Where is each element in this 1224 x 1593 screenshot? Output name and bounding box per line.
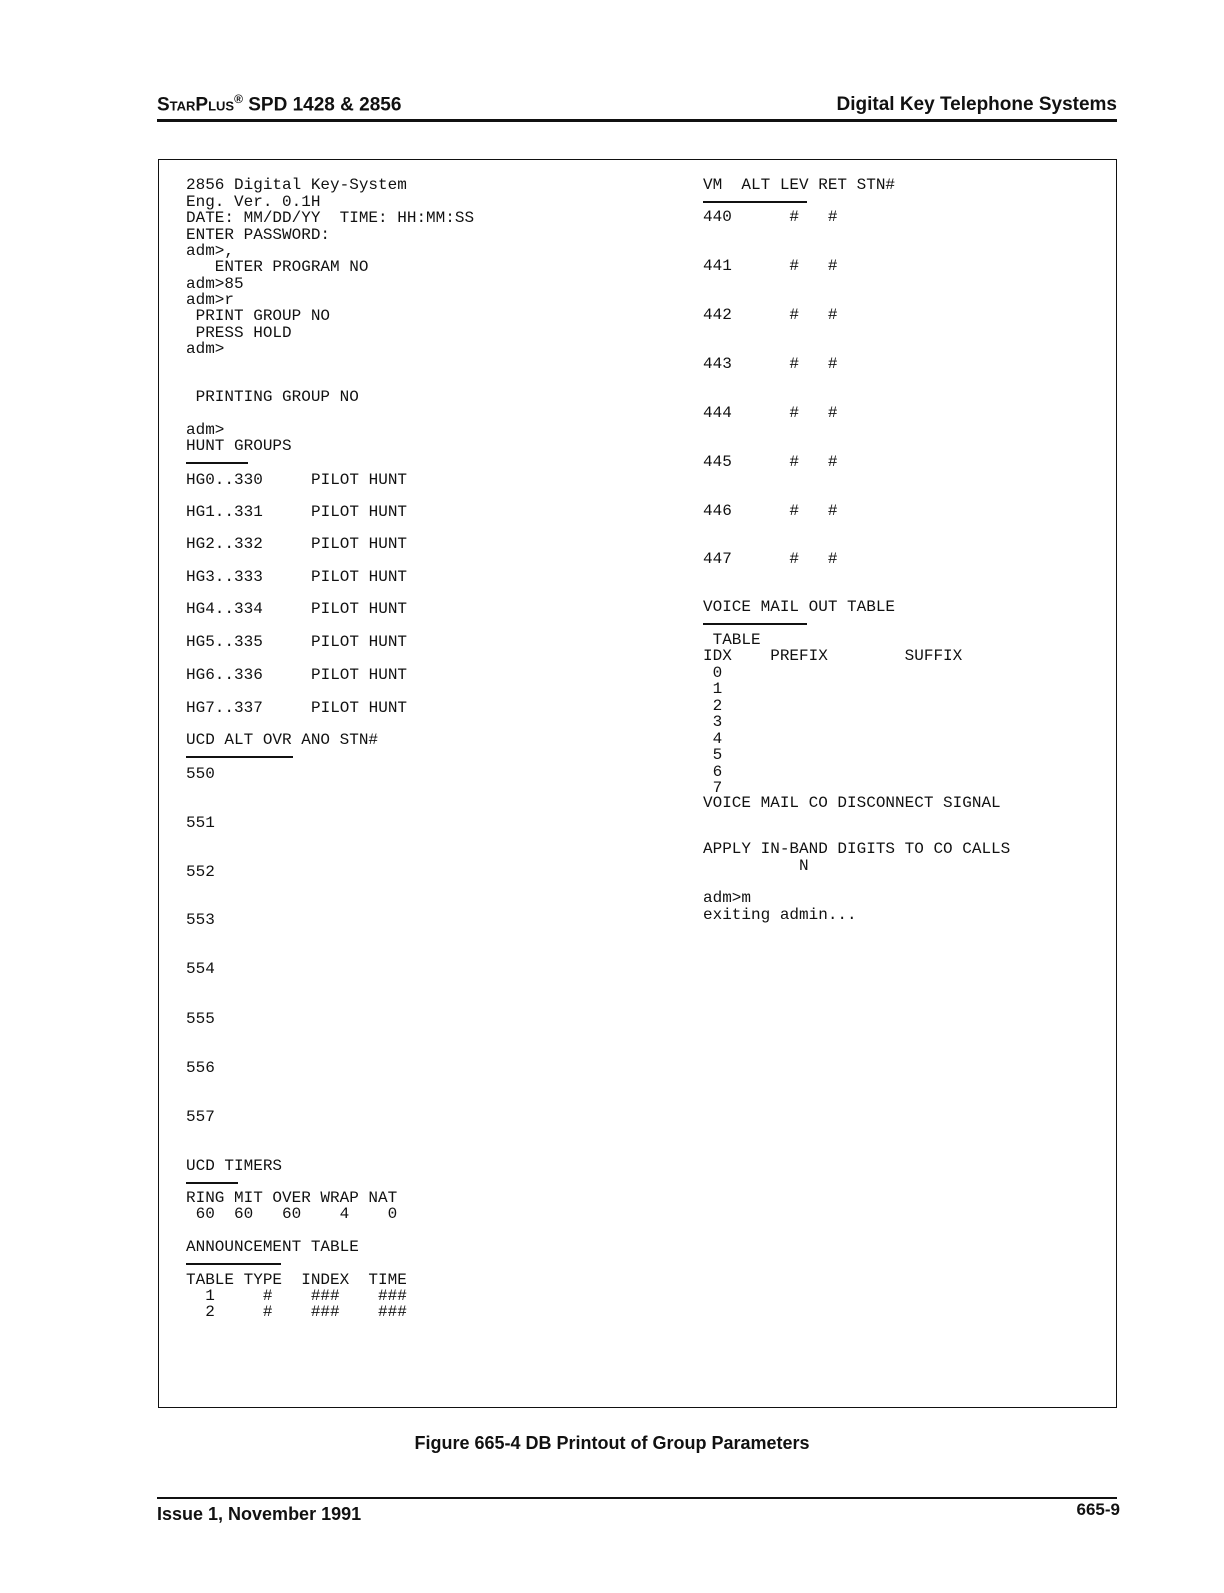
- vm-out-title: VOICE MAIL OUT TABLE: [703, 598, 896, 616]
- vm-disconnect-signal: VOICE MAIL CO DISCONNECT SIGNAL: [703, 794, 1001, 812]
- vm-row: 443 # #: [703, 355, 838, 373]
- section-underline: [703, 623, 807, 625]
- session-line: ENTER PROGRAM NO: [186, 258, 369, 276]
- vm-out-idx: 3: [703, 713, 723, 731]
- running-header-right: Digital Key Telephone Systems: [836, 94, 1117, 115]
- section-underline: [186, 1263, 281, 1265]
- ucd-row: 555: [186, 1010, 215, 1028]
- session-line: PRINTING GROUP NO: [186, 388, 359, 406]
- apply-in-band-digits: APPLY IN-BAND DIGITS TO CO CALLS: [703, 840, 1011, 858]
- session-line: adm>,: [186, 242, 235, 260]
- section-underline: [703, 201, 807, 203]
- hunt-group-id: HG5..335: [186, 633, 263, 651]
- hunt-group-id: HG3..333: [186, 568, 263, 586]
- session-line: adm>r: [186, 291, 235, 309]
- hunt-groups-title: HUNT GROUPS: [186, 437, 292, 455]
- hunt-group-type: PILOT HUNT: [311, 535, 408, 553]
- hunt-group-id: HG7..337: [186, 699, 263, 717]
- vm-row: 446 # #: [703, 502, 838, 520]
- ucd-row: 557: [186, 1108, 215, 1126]
- hunt-group-id: HG1..331: [186, 503, 263, 521]
- announcement-row: 1 # ### ###: [186, 1287, 407, 1305]
- session-line: Eng. Ver. 0.1H: [186, 193, 321, 211]
- session-line: 2856 Digital Key-System: [186, 176, 407, 194]
- ucd-timers-values: 60 60 60 4 0: [186, 1205, 398, 1223]
- ucd-row: 551: [186, 814, 215, 832]
- session-line: DATE: MM/DD/YY TIME: HH:MM:SS: [186, 209, 475, 227]
- vm-out-idx: 6: [703, 763, 723, 781]
- ucd-timers-header: RING MIT OVER WRAP NAT: [186, 1189, 398, 1207]
- registered-mark: ®: [234, 92, 243, 106]
- session-line: ENTER PASSWORD:: [186, 226, 331, 244]
- ucd-row: 550: [186, 765, 215, 783]
- vm-row: 440 # #: [703, 208, 838, 226]
- vm-row: 445 # #: [703, 453, 838, 471]
- vm-out-idx: 1: [703, 680, 723, 698]
- vm-out-idx: 7: [703, 779, 723, 797]
- ucd-header: UCD ALT OVR ANO STN#: [186, 731, 379, 749]
- session-line: PRESS HOLD: [186, 324, 292, 342]
- figure-caption: Figure 665-4 DB Printout of Group Parameters: [414, 1433, 810, 1453]
- ucd-row: 554: [186, 960, 215, 978]
- session-line: PRINT GROUP NO: [186, 307, 331, 325]
- announcement-row: 2 # ### ###: [186, 1303, 407, 1321]
- session-line: adm>: [186, 421, 225, 439]
- vm-out-idx: 2: [703, 697, 723, 715]
- hunt-group-id: HG4..334: [186, 600, 263, 618]
- hunt-group-type: PILOT HUNT: [311, 503, 408, 521]
- ucd-row: 556: [186, 1059, 215, 1077]
- ucd-timers-title: UCD TIMERS: [186, 1157, 283, 1175]
- vm-row: 442 # #: [703, 306, 838, 324]
- brand-name: StarPlus: [157, 94, 235, 116]
- session-line: adm>: [186, 340, 225, 358]
- announcement-header: TABLE TYPE INDEX TIME: [186, 1271, 407, 1289]
- end-line: exiting admin...: [703, 906, 857, 924]
- vm-out-table-label: TABLE: [703, 631, 761, 649]
- ucd-row: 552: [186, 863, 215, 881]
- hunt-group-type: PILOT HUNT: [311, 471, 408, 489]
- printout-right-column: [703, 176, 1011, 924]
- footer-issue: Issue 1, November 1991: [157, 1504, 362, 1524]
- printout-left-column: [186, 176, 475, 1321]
- running-header-left: [157, 92, 401, 116]
- section-underline: [186, 756, 293, 758]
- hunt-group-type: PILOT HUNT: [311, 666, 408, 684]
- model-name: SPD 1428 & 2856: [242, 94, 402, 116]
- announcement-title: ANNOUNCEMENT TABLE: [186, 1238, 359, 1256]
- hunt-group-id: HG0..330: [186, 471, 263, 489]
- end-line: adm>m: [703, 889, 752, 907]
- vm-out-idx: 0: [703, 664, 723, 682]
- vm-row: 447 # #: [703, 550, 838, 568]
- vm-row: 444 # #: [703, 404, 838, 422]
- apply-in-band-value: N: [703, 857, 809, 875]
- section-underline: [186, 1182, 238, 1184]
- hunt-group-type: PILOT HUNT: [311, 633, 408, 651]
- page-number: 665-9: [1076, 1500, 1120, 1519]
- header-rule: [157, 119, 1117, 122]
- vm-out-header: IDX PREFIX SUFFIX: [703, 647, 963, 665]
- hunt-group-type: PILOT HUNT: [311, 568, 408, 586]
- hunt-group-type: PILOT HUNT: [311, 699, 408, 717]
- ucd-row: 553: [186, 911, 215, 929]
- hunt-group-id: HG2..332: [186, 535, 263, 553]
- hunt-group-id: HG6..336: [186, 666, 263, 684]
- footer-rule: [157, 1497, 1117, 1499]
- section-underline: [186, 462, 248, 464]
- hunt-group-type: PILOT HUNT: [311, 600, 408, 618]
- vm-out-idx: 5: [703, 746, 723, 764]
- session-line: adm>85: [186, 275, 244, 293]
- vm-header: VM ALT LEV RET STN#: [703, 176, 896, 194]
- vm-out-idx: 4: [703, 730, 723, 748]
- vm-row: 441 # #: [703, 257, 838, 275]
